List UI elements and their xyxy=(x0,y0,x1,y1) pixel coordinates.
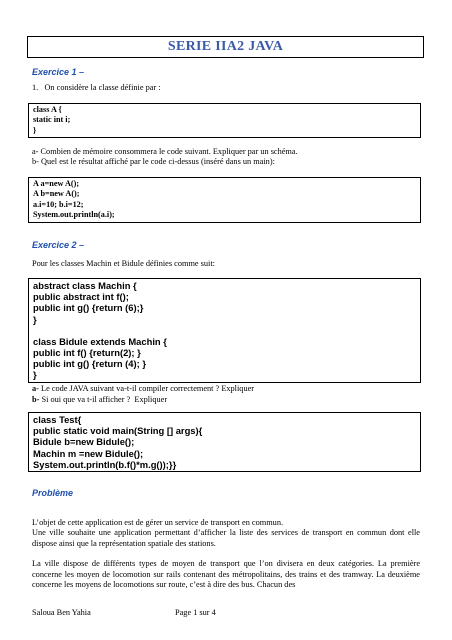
code-line: Machin m =new Bidule(); xyxy=(33,447,144,459)
code-line: a.i=10; b.i=12; xyxy=(33,199,84,209)
exercise-2-question-a xyxy=(32,384,420,395)
probleme-paragraph-1: L’objet de cette application est de gérer un service de transport en commun. xyxy=(32,518,284,527)
exercise-1-question-1: 1. On considère la classe définie par : xyxy=(32,83,161,92)
exercise-1-question-b: b- Quel est le résultat affiché par le code ci-dessus (inséré dans un main): xyxy=(32,157,275,166)
question-a-label: a- xyxy=(32,384,39,393)
code-line: public abstract int f(); xyxy=(33,291,129,303)
code-line: } xyxy=(33,369,37,381)
exercise-2-code-test xyxy=(28,412,421,472)
footer-page-number: Page 1 sur 4 xyxy=(175,608,216,617)
code-line: public int g() {return (4); } xyxy=(33,358,147,370)
question-b-text: Si oui que va t-il afficher ? Expliquer xyxy=(39,395,168,404)
exercise-2-intro: Pour les classes Machin et Bidule définies comme suit: xyxy=(32,259,215,268)
page-title: SERIE IIA2 JAVA xyxy=(27,36,424,58)
question-b-label: b- xyxy=(32,395,40,404)
exercise-1-code-class-a xyxy=(28,103,421,138)
question-a-text: Le code JAVA suivant va-t-il compiler correctement ? Expliquer xyxy=(38,384,255,393)
code-line: class Bidule extends Machin { xyxy=(33,335,167,347)
code-line: class A { xyxy=(33,105,62,114)
code-line: } xyxy=(33,125,37,135)
exercise-2-question-b xyxy=(32,395,420,406)
code-line: public int g() {return (6);} xyxy=(33,302,144,314)
footer-author: Saloua Ben Yahia xyxy=(32,608,91,617)
code-line: Bidule b=new Bidule(); xyxy=(33,436,135,448)
exercise-1-question-a: a- Combien de mémoire consommera le code suivant. Expliquer par un schéma. xyxy=(32,147,298,156)
exercise-1-heading: Exercice 1 – xyxy=(32,67,85,77)
probleme-heading: Problème xyxy=(32,488,74,498)
probleme-paragraph-3: La ville dispose de différents types de moyen de transport que l’on divisera en deux catégories. La première concerne les moyen de locomotion sur rails contenant des métropolitains, des trains et des tramway. La deuxième concerne les moyens de locomotions sur route, c’est à dire des bus. Chacun des xyxy=(32,559,420,589)
exercise-2-code-classes xyxy=(28,278,421,383)
code-line: A a=new A(); xyxy=(33,179,80,188)
exercise-2-heading: Exercice 2 – xyxy=(32,240,85,250)
code-line: class Test{ xyxy=(33,414,82,425)
code-line: A b=new A(); xyxy=(33,189,80,199)
code-line: public int f() {return(2); } xyxy=(33,347,141,359)
exercise-1-code-main xyxy=(28,177,421,223)
code-line: System.out.println(a.i); xyxy=(33,210,115,220)
probleme-paragraph-2: Une ville souhaite une application permettant d’afficher la liste des services de transport en commun dont elle dispose ainsi que la représentation spatiale des stations. xyxy=(32,528,420,548)
code-line: } xyxy=(33,313,37,325)
code-line: System.out.println(b.f()*m.g());}} xyxy=(33,458,177,470)
code-line: abstract class Machin { xyxy=(33,280,137,291)
code-line: public static void main(String [] args){ xyxy=(33,425,203,437)
code-line: static int i; xyxy=(33,115,71,125)
